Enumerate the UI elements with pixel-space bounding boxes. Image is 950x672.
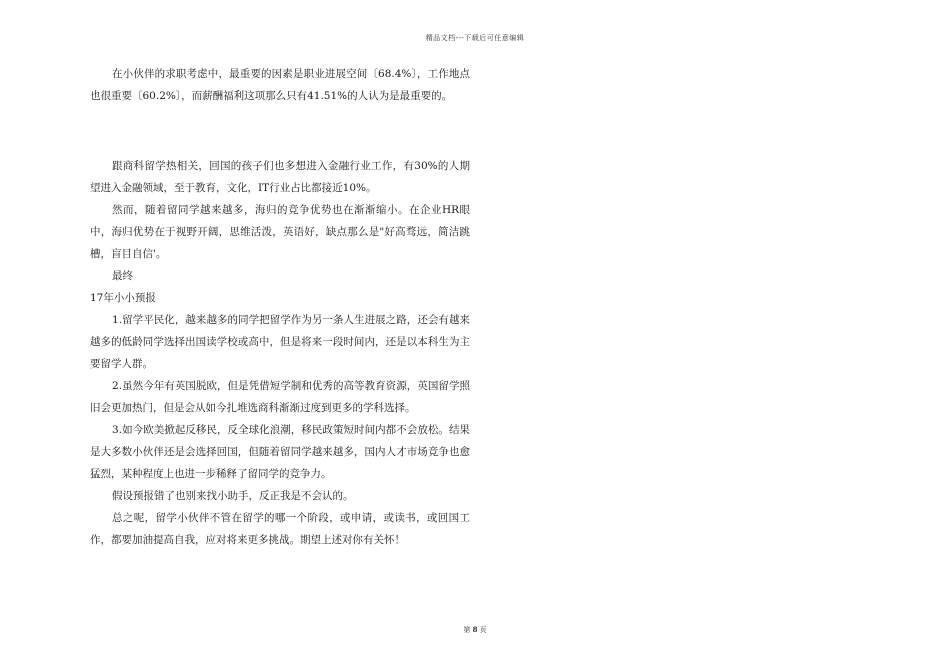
- paragraph-spacer: [90, 107, 470, 155]
- paragraph-finally: 最终: [112, 270, 134, 282]
- footer-suffix: 页: [479, 626, 487, 634]
- document-body: [90, 63, 470, 551]
- header-text: 精品文档---下载后可任意编辑: [425, 34, 525, 42]
- paragraph-returnee-advantage: 然而，随着留同学越来越多，海归的竞争优势也在渐渐缩小。在企业HR眼中，海归优势在于视野开阔，思维活泼，英语好，缺点那么是"好高骛远，简洁跳槽，盲目自信'。: [90, 204, 470, 260]
- forecast-item-3: 3.如今欧美掀起反移民，反全球化浪潮，移民政策短时间内都不会放松。结果是大多数小伙伴还是会选择回国，但随着留同学越来越多，国内人才市场竞争也愈猛烈，某种程度上也进一步稀释了留同学的竞争力。: [90, 424, 470, 480]
- page-footer: [0, 625, 950, 635]
- page-number: 8: [472, 625, 478, 634]
- forecast-item-1: 1.留学平民化，越来越多的同学把留学作为另一条人生进展之路，还会有越来越多的低龄同学选择出国读学校或高中，但是将来一段时间内，还是以本科生为主要留学人群。: [90, 314, 470, 370]
- section-heading-forecast: 17年小小预报: [90, 292, 156, 304]
- paragraph-job-factors: 在小伙伴的求职考虑中，最重要的因素是职业进展空间〔68.4%〕，工作地点也很重要〔60.2%〕，而薪酬福利这项那么只有41.51%的人认为是最重要的。: [90, 68, 470, 102]
- footer-prefix: 第: [463, 626, 471, 634]
- forecast-item-2: 2.虽然今年有英国脱欧，但是凭借短学制和优秀的高等教育资源，英国留学照旧会更加热门，但是会从如今扎堆选商科渐渐过度到更多的学科选择。: [90, 380, 470, 414]
- paragraph-finance-industry: 跟商科留学热相关，回国的孩子们也多想进入金融行业工作，有30%的人期望进入金融领域，至于教育，文化，IT行业占比都接近10%。: [90, 160, 470, 194]
- paragraph-disclaimer: 假设预报错了也别来找小助手，反正我是不会认的。: [112, 490, 354, 502]
- paragraph-conclusion: 总之呢，留学小伙伴不管在留学的哪一个阶段，或申请，或读书，或回国工作，都要加油提高自我，应对将来更多挑战。期望上述对你有关怀！: [90, 512, 470, 546]
- page-header: [0, 33, 950, 43]
